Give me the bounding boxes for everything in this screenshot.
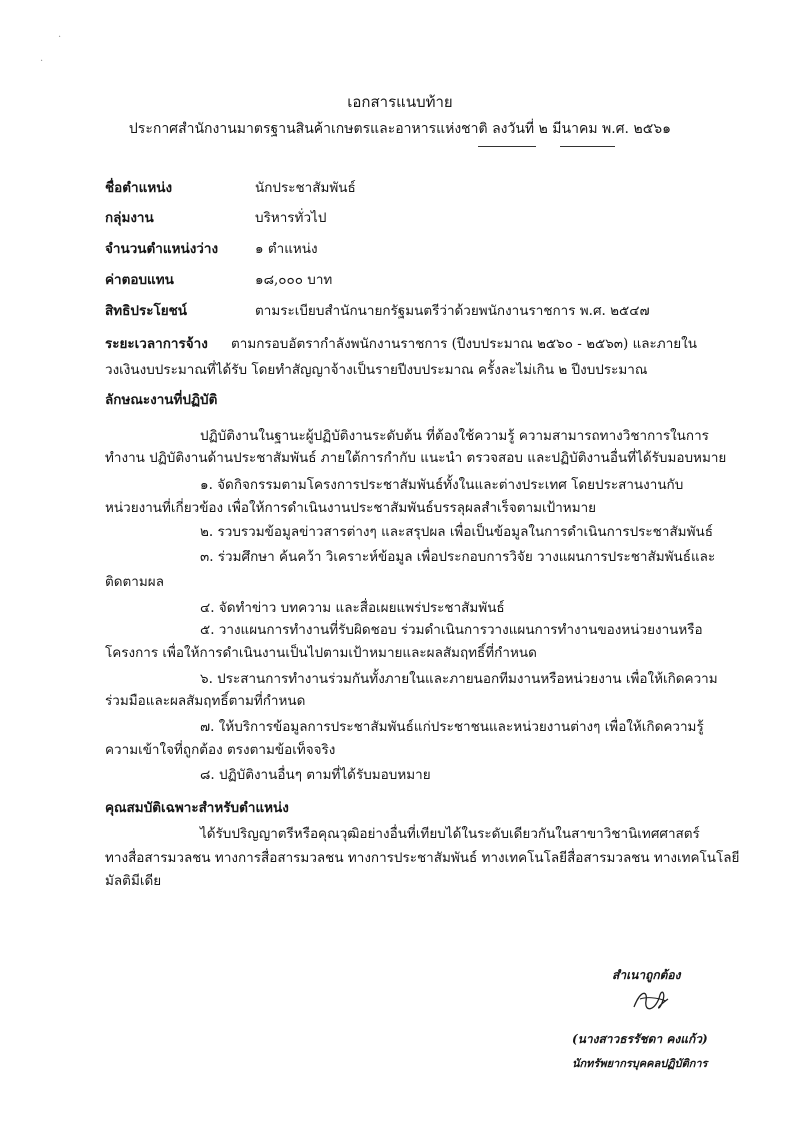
qualification-text: มัลติมีเดีย [105,873,162,889]
duties-heading: ลักษณะงานที่ปฏิบัติ [105,392,218,408]
employment-period-continued: วงเงินงบประมาณที่ได้รับ โดยทำสัญญาจ้างเป็นรายปีงบประมาณ ครั้งละไม่เกิน ๒ ปีงบประมาณ [105,362,648,378]
document-title: เอกสารแนบท้าย [347,93,453,111]
scan-speck: · [58,32,62,43]
signer-position: นักทรัพยากรบุคคลปฏิบัติการ [572,1057,708,1070]
duty-item: ร่วมมือและผลสัมฤทธิ์ตามที่กำหนด [105,693,306,709]
duty-item: หน่วยงานที่เกี่ยวข้อง เพื่อให้การดำเนินงานประชาสัมพันธ์บรรลุผลสำเร็จตามเป้าหมาย [105,500,597,516]
duty-item: ความเข้าใจที่ถูกต้อง ตรงตามข้อเท็จจริง [105,742,336,758]
qualifications-heading: คุณสมบัติเฉพาะสำหรับตำแหน่ง [105,800,289,816]
duty-item: ๖. ประสานการทำงานร่วมกันทั้งภายในและภายนอกทีมงานหรือหน่วยงาน เพื่อให้เกิดความ [200,671,718,687]
duties-intro: ปฏิบัติงานในฐานะผู้ปฏิบัติงานระดับต้น ที่ต้องใช้ความรู้ ความสามารถทางวิชาการในการ [200,428,709,444]
field-label: ค่าตอบแทน [105,272,174,288]
duty-item: ๘. ปฏิบัติงานอื่นๆ ตามที่ได้รับมอบหมาย [200,767,431,783]
field-value: ๑ ตำแหน่ง [255,241,318,257]
field-label: ชื่อตำแหน่ง [105,180,173,196]
qualification-text: ได้รับปริญญาตรีหรือคุณวุฒิอย่างอื่นที่เทียบได้ในระดับเดียวกันในสาขาวิชานิเทศศาสตร์ [200,826,700,842]
duty-item: ๓. ร่วมศึกษา ค้นคว้า วิเคราะห์ข้อมูล เพื่อประกอบการวิจัย วางแผนการประชาสัมพันธ์และ [200,549,716,565]
field-label: สิทธิประโยชน์ [105,303,188,319]
duty-item: ๕. วางแผนการทำงานที่รับผิดชอบ ร่วมดำเนินการวางแผนการทำงานของหน่วยงานหรือ [200,622,703,638]
duty-item: ๔. จัดทำข่าว บทความ และสื่อเผยแพร่ประชาสัมพันธ์ [200,600,505,616]
duty-item: ๗. ให้บริการข้อมูลการประชาสัมพันธ์แก่ประชาชนและหน่วยงานต่างๆ เพื่อให้เกิดความรู้ [200,719,704,735]
duties-intro: ทำงาน ปฏิบัติงานด้านประชาสัมพันธ์ ภายใต้การกำกับ แนะนำ ตรวจสอบ และปฏิบัติงานอื่นที่ได้รับมอบหมาย [105,450,727,466]
signer-name: (นางสาวธรรัชดา คงแก้ว) [572,1032,708,1046]
field-value: นักประชาสัมพันธ์ [255,180,356,196]
field-value: บริหารทั่วไป [255,210,327,226]
field-label: กลุ่มงาน [105,210,154,226]
scan-speck: · [40,56,44,67]
date-underline [560,146,615,147]
duty-item: ติดตามผล [105,574,164,590]
field-label: ระยะเวลาการจ้าง [105,336,208,352]
certified-copy-stamp: สำเนาถูกต้อง [612,968,681,982]
field-value: ตามระเบียบสำนักนายกรัฐมนตรีว่าด้วยพนักงานราชการ พ.ศ. ๒๕๔๗ [255,303,650,319]
qualification-text: ทางสื่อสารมวลชน ทางการสื่อสารมวลชน ทางการประชาสัมพันธ์ ทางเทคโนโลยีสื่อสารมวลชน ทางเทคโนโลยี [105,850,740,866]
duty-item: ๒. รวบรวมข้อมูลข่าวสารต่างๆ และสรุปผล เพื่อเป็นข้อมูลในการดำเนินการประชาสัมพันธ์ [200,524,713,540]
date-underline [478,146,536,147]
field-label: จำนวนตำแหน่งว่าง [105,241,219,257]
duty-item: โครงการ เพื่อให้การดำเนินงานเป็นไปตามเป้าหมายและผลสัมฤทธิ์ที่กำหนด [105,645,537,661]
duty-item: ๑. จัดกิจกรรมตามโครงการประชาสัมพันธ์ทั้งในและต่างประเทศ โดยประสานงานกับ [200,477,684,493]
field-value: ตามกรอบอัตรากำลังพนักงานราชการ (ปีงบประมาณ ๒๕๖๐ - ๒๕๖๓) และภายใน [231,336,698,352]
field-value: ๑๘,๐๐๐ บาท [255,272,333,288]
document-subtitle: ประกาศสำนักงานมาตรฐานสินค้าเกษตรและอาหารแห่งชาติ ลงวันที่ ๒ มีนาคม พ.ศ. ๒๕๖๑ [128,121,672,137]
signature-icon [626,985,676,1015]
